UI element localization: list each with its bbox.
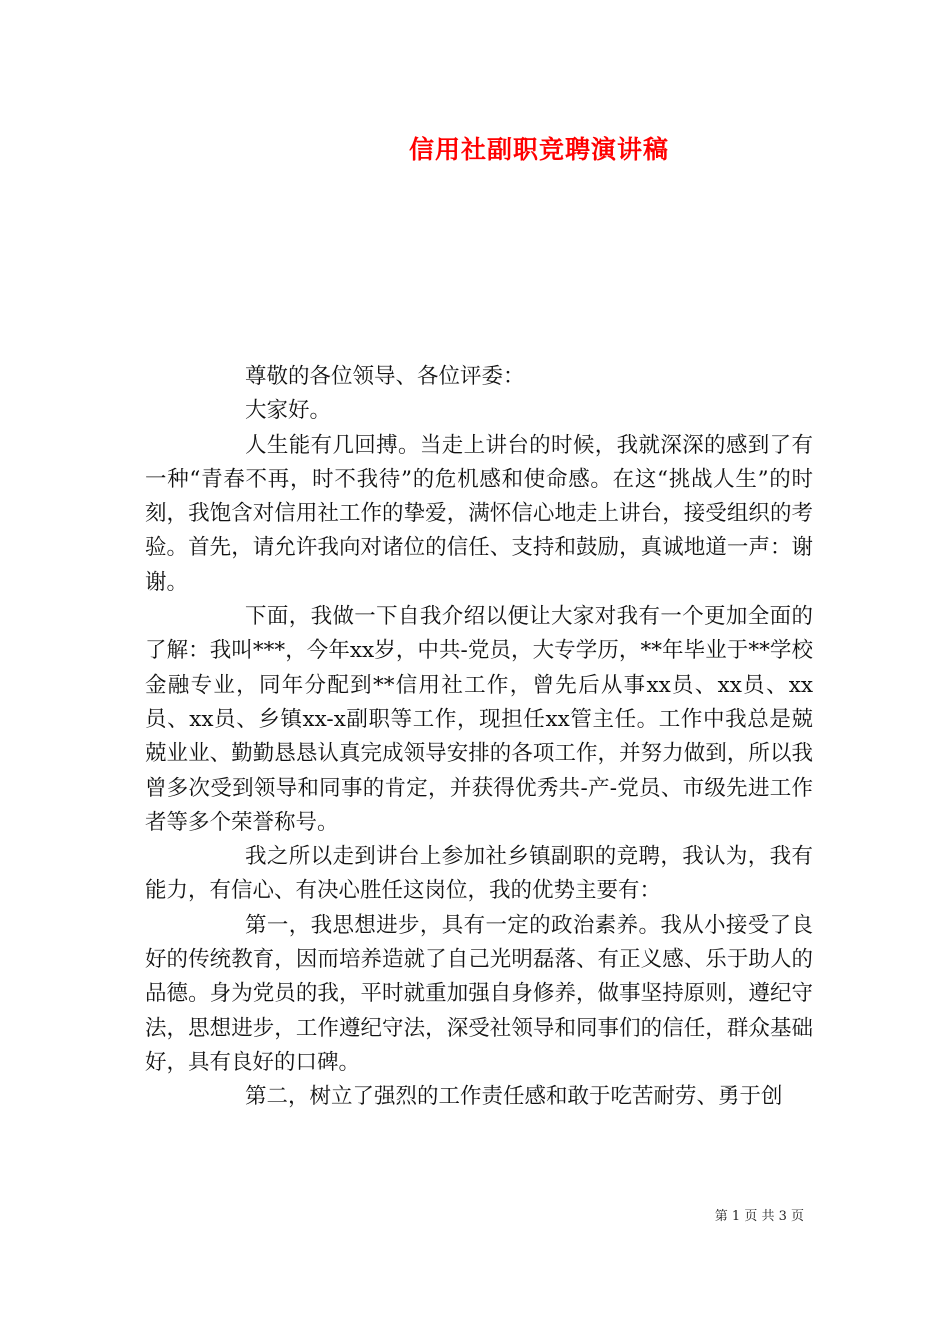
greeting: 大家好。 [245, 398, 332, 424]
page-footer: 第 1 页 共 3 页 [714, 1209, 804, 1224]
paragraph-4: 第一，我思想进步，具有一定的政治素养。我从小接受了良好的传统教育，因而培养造就了自己光明磊落、有正义感、乐于助人的品德。身为党员的我，平时就重加强自身修养，做事坚持原则，遵纪守法，思想进步，工作遵纪守法，深受社领导和同事们的信任，群众基础好，具有良好的口碑。 [145, 912, 813, 1075]
paragraph-5: 第二，树立了强烈的工作责任感和敢于吃苦耐劳、勇于创 [245, 1084, 783, 1110]
salutation: 尊敬的各位领导、各位评委： [245, 364, 525, 389]
document-title: 信用社副职竞聘演讲稿 [408, 135, 669, 164]
paragraph-1: 人生能有几回搏。当走上讲台的时候，我就深深的感到了有一种“青春不再，时不我待”的危机感和使命感。在这“挑战人生”的时刻，我饱含对信用社工作的挚爱，满怀信心地走上讲台，接受组织的考验。首先，请允许我向对诸位的信任、支持和鼓励，真诚地道一声：谢谢。 [145, 432, 814, 595]
document-body [145, 360, 813, 1115]
paragraph-2: 下面，我做一下自我介绍以便让大家对我有一个更加全面的了解：我叫***，今年xx岁，中共-党员，大专学历，**年毕业于**学校金融专业，同年分配到**信用社工作，曾先后从事xx员、xx员、xx员、xx员、乡镇xx-x副职等工作，现担任xx管主任。工作中我总是兢兢业业、勤勤恳恳认真完成领导安排的各项工作，并努力做到，所以我曾多次受到领导和同事的肯定，并获得优秀共-产-党员、市级先进工作者等多个荣誉称号。 [145, 604, 813, 835]
paragraph-3: 我之所以走到讲台上参加社乡镇副职的竞聘，我认为，我有能力，有信心、有决心胜任这岗位，我的优势主要有： [145, 844, 813, 904]
